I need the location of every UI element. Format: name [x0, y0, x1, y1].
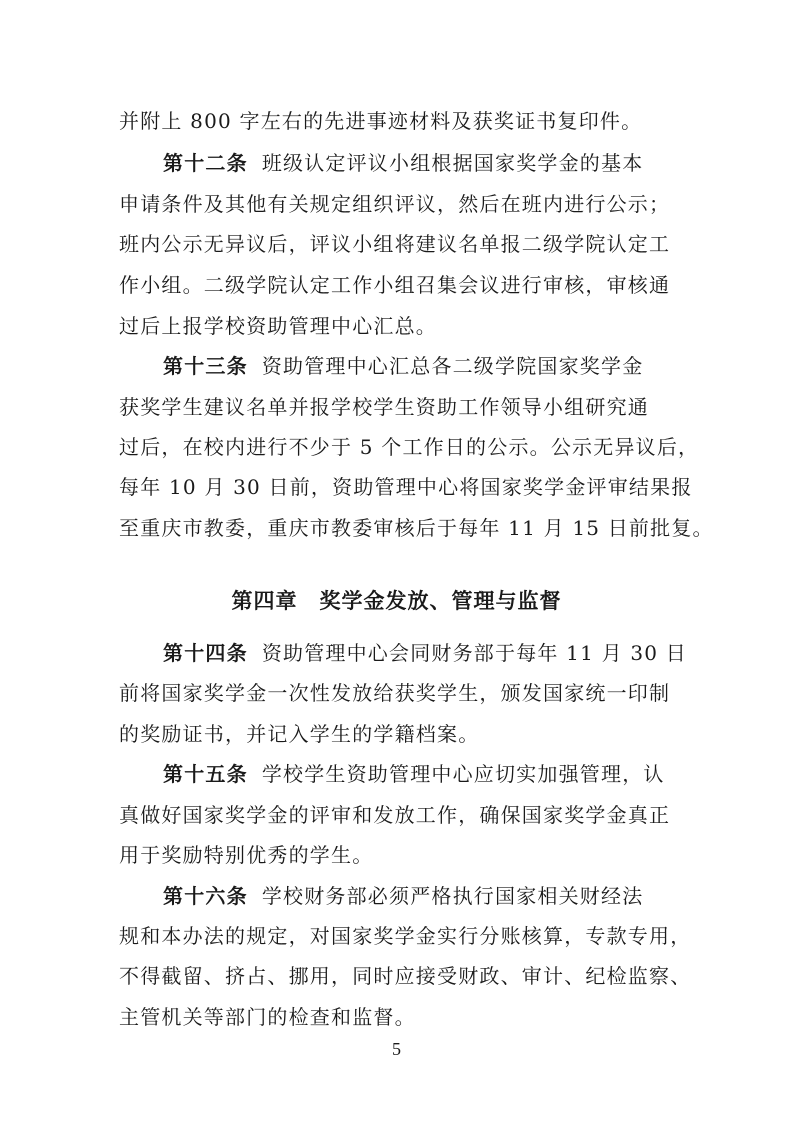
- article-14-first-line: [163, 634, 687, 672]
- article-16-line: 主管机关等部门的检查和监督。: [119, 1005, 416, 1029]
- article-15-line: 真做好国家奖学金的评审和发放工作，确保国家奖学金真正: [119, 803, 671, 827]
- article-16-line: 不得截留、挤占、挪用，同时应接受财政、审计、纪检监察、: [119, 964, 692, 988]
- article-16-text: 学校财务部必须严格执行国家相关财经法: [261, 884, 644, 908]
- article-14-line: 的奖励证书，并记入学生的学籍档案。: [119, 722, 480, 746]
- paragraph-line: 并附上 800 字左右的先进事迹材料及获奖证书复印件。: [119, 109, 643, 133]
- article-13-line: 每年 10 月 30 日前，资助管理中心将国家奖学金评审结果报: [119, 475, 693, 499]
- article-12-line: 作小组。二级学院认定工作小组召集会议进行审核，审核通: [119, 273, 671, 297]
- article-13-first-line: [163, 347, 679, 385]
- article-16-first-line: [163, 877, 679, 915]
- article-14-label: 第十四条: [163, 641, 248, 665]
- article-13-label: 第十三条: [163, 354, 248, 378]
- article-12-line: 班内公示无异议后，评议小组将建议名单报二级学院认定工: [119, 232, 671, 256]
- article-12-text: 班级认定评议小组根据国家奖学金的基本: [261, 151, 644, 175]
- article-15-label: 第十五条: [163, 762, 248, 786]
- article-13-line: 过后，在校内进行不少于 5 个工作日的公示。公示无异议后，: [119, 435, 700, 459]
- article-16-line: 规和本办法的规定，对国家奖学金实行分账核算，专款专用，: [119, 924, 692, 948]
- article-13-text: 资助管理中心汇总各二级学院国家奖学金: [261, 354, 644, 378]
- article-12-line: 申请条件及其他有关规定组织评议，然后在班内进行公示；: [119, 192, 671, 216]
- article-14-line: 前将国家奖学金一次性发放给获奖学生，颁发国家统一印制: [119, 681, 671, 705]
- chapter-heading: 第四章 奖学金发放、管理与监督: [231, 589, 562, 613]
- page-number: 5: [392, 1039, 401, 1059]
- article-15-text: 学校学生资助管理中心应切实加强管理，认: [261, 762, 665, 786]
- article-12-first-line: [163, 144, 679, 182]
- article-15-first-line: [163, 755, 679, 793]
- article-12-line: 过后上报学校资助管理中心汇总。: [119, 314, 437, 338]
- article-13-line: 至重庆市教委，重庆市教委审核后于每年 11 月 15 日前批复。: [119, 516, 714, 540]
- article-13-line: 获奖学生建议名单并报学校学生资助工作领导小组研究通: [119, 395, 649, 419]
- article-16-label: 第十六条: [163, 884, 248, 908]
- article-14-text: 资助管理中心会同财务部于每年 11 月 30 日: [261, 641, 687, 665]
- article-12-label: 第十二条: [163, 151, 248, 175]
- article-15-line: 用于奖励特别优秀的学生。: [119, 843, 374, 867]
